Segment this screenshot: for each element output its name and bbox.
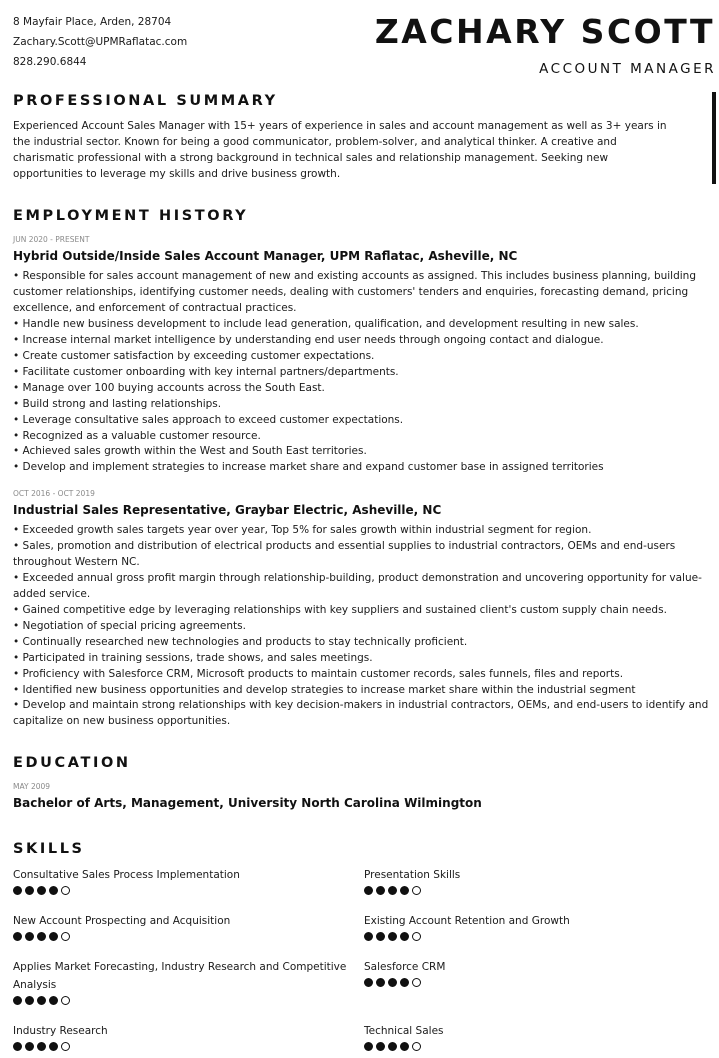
rating-dot-filled	[49, 1042, 58, 1051]
skill-name: Industry Research	[13, 1025, 108, 1037]
employment-heading: EMPLOYMENT HISTORY	[13, 208, 249, 224]
job-bullet: • Sales, promotion and distribution of electrical products and essential supplies to industrial contractors, OEMs and end-users throughout Western NC.	[13, 539, 676, 568]
skill-name: Presentation Skills	[364, 869, 461, 881]
rating-dot-empty	[61, 886, 70, 895]
job-entry-2	[13, 488, 713, 730]
job-bullet: • Develop and maintain strong relationships with key decision-makers in industrial contractors, OEMs, and end-users to identify and capitalize on new business opportunities.	[13, 699, 709, 728]
rating-dot-filled	[388, 978, 397, 987]
job-bullet: • Negotiation of special pricing agreements.	[13, 619, 246, 632]
skills-heading: SKILLS	[13, 841, 85, 857]
job-title: Hybrid Outside/Inside Sales Account Manager, UPM Raflatac, Asheville, NC	[13, 249, 518, 263]
skill-rating	[13, 932, 363, 941]
skill-name: New Account Prospecting and Acquisition	[13, 915, 231, 927]
rating-dot-filled	[400, 978, 409, 987]
job-bullet: • Identified new business opportunities and develop strategies to increase market share within the industrial segment	[13, 683, 636, 696]
rating-dot-filled	[49, 932, 58, 941]
rating-dot-empty	[412, 886, 421, 895]
job-bullets	[13, 523, 713, 730]
rating-dot-filled	[400, 886, 409, 895]
rating-dot-empty	[61, 1042, 70, 1051]
summary-heading: PROFESSIONAL SUMMARY	[13, 93, 278, 109]
rating-dot-filled	[364, 886, 373, 895]
skill-name: Technical Sales	[364, 1025, 444, 1037]
skill-name: Salesforce CRM	[364, 961, 446, 973]
email[interactable]: Zachary.Scott@UPMRaflatac.com	[13, 36, 188, 48]
applicant-name: ZACHARY SCOTT	[374, 12, 715, 51]
rating-dot-filled	[376, 1042, 385, 1051]
rating-dot-filled	[25, 1042, 34, 1051]
skill-name: Applies Market Forecasting, Industry Research and Competitive Analysis	[13, 961, 347, 991]
rating-dot-filled	[400, 1042, 409, 1051]
phone[interactable]: 828.290.6844	[13, 56, 87, 68]
skill-rating	[364, 932, 714, 941]
accent-bar	[712, 92, 716, 184]
job-bullet: • Handle new business development to include lead generation, qualification, and development resulting in new sales.	[13, 317, 639, 330]
job-bullet: • Achieved sales growth within the West and South East territories.	[13, 445, 367, 458]
rating-dot-empty	[412, 1042, 421, 1051]
skill-rating	[13, 886, 363, 895]
job-bullet: • Participated in training sessions, trade shows, and sales meetings.	[13, 651, 373, 664]
contact-block	[13, 12, 187, 72]
job-bullet: • Facilitate customer onboarding with key internal partners/departments.	[13, 365, 399, 378]
job-bullet: • Create customer satisfaction by exceeding customer expectations.	[13, 349, 375, 362]
skill-rating	[364, 978, 714, 987]
rating-dot-filled	[364, 932, 373, 941]
job-bullet: • Exceeded growth sales targets year over year, Top 5% for sales growth within industrial segment for region.	[13, 524, 592, 536]
rating-dot-filled	[376, 886, 385, 895]
job-bullet: • Build strong and lasting relationships.	[13, 397, 222, 410]
job-role: ACCOUNT MANAGER	[539, 61, 716, 77]
job-dates: JUN 2020 - PRESENT	[13, 235, 90, 244]
rating-dot-empty	[412, 932, 421, 941]
education-dates: MAY 2009	[13, 782, 51, 791]
job-bullet: • Continually researched new technologies and products to stay technically proficient.	[13, 635, 468, 648]
job-bullet: • Gained competitive edge by leveraging relationships with key suppliers and sustained client's custom supply chain needs.	[13, 603, 667, 616]
rating-dot-filled	[364, 1042, 373, 1051]
skill-item	[364, 1022, 714, 1051]
job-bullet: • Responsible for sales account management of new and existing accounts as assigned. This includes business planning, building customer relationships, identifying customer needs, dealing with customers' tenders and enquiries, forecasting demand, pricing excellence, and enforcement of contractual practices.	[13, 270, 696, 314]
rating-dot-filled	[388, 1042, 397, 1051]
rating-dot-filled	[25, 996, 34, 1005]
skill-item	[13, 912, 363, 941]
skill-name: Consultative Sales Process Implementation	[13, 869, 240, 881]
address: 8 Mayfair Place, Arden, 28704	[13, 16, 172, 28]
rating-dot-filled	[400, 932, 409, 941]
rating-dot-filled	[376, 978, 385, 987]
rating-dot-filled	[364, 978, 373, 987]
skill-rating	[13, 996, 363, 1005]
job-dates: OCT 2016 - OCT 2019	[13, 489, 95, 498]
rating-dot-filled	[25, 886, 34, 895]
rating-dot-filled	[49, 886, 58, 895]
summary-text: Experienced Account Sales Manager with 15+ years of experience in sales and account management as well as 3+ years in the industrial sector. Known for being a good communicator, problem-solver, and analytical thinker. A creative and charismatic professional with a strong background in technical sales and relationship management. Seeking new opportunities to leverage my skills and drive business growth.	[13, 120, 667, 180]
job-entry-1	[13, 234, 713, 476]
rating-dot-filled	[49, 996, 58, 1005]
rating-dot-filled	[37, 886, 46, 895]
rating-dot-filled	[376, 932, 385, 941]
skill-rating	[13, 1042, 363, 1051]
skill-item	[13, 1022, 363, 1051]
rating-dot-filled	[37, 932, 46, 941]
degree-title: Bachelor of Arts, Management, University North Carolina Wilmington	[13, 796, 482, 810]
skill-item	[364, 958, 714, 987]
job-bullet: • Develop and implement strategies to increase market share and expand customer base in assigned territories	[13, 461, 604, 474]
job-bullet: • Manage over 100 buying accounts across the South East.	[13, 381, 325, 394]
education-entry	[13, 781, 713, 816]
skill-rating	[364, 1042, 714, 1051]
rating-dot-filled	[37, 1042, 46, 1051]
job-bullets	[13, 269, 713, 476]
education-heading: EDUCATION	[13, 755, 131, 771]
rating-dot-empty	[412, 978, 421, 987]
rating-dot-filled	[388, 886, 397, 895]
rating-dot-filled	[13, 886, 22, 895]
rating-dot-filled	[25, 932, 34, 941]
rating-dot-empty	[61, 996, 70, 1005]
rating-dot-filled	[388, 932, 397, 941]
job-title: Industrial Sales Representative, Graybar Electric, Asheville, NC	[13, 503, 442, 517]
skill-name: Existing Account Retention and Growth	[364, 915, 570, 927]
skill-item	[364, 866, 714, 895]
rating-dot-filled	[13, 1042, 22, 1051]
job-bullet: • Proficiency with Salesforce CRM, Microsoft products to maintain customer records, sales funnels, files and reports.	[13, 667, 624, 680]
skill-item	[364, 912, 714, 941]
job-bullet: • Recognized as a valuable customer resource.	[13, 429, 261, 442]
rating-dot-filled	[13, 932, 22, 941]
rating-dot-empty	[61, 932, 70, 941]
skill-item	[13, 958, 363, 1005]
job-bullet: • Leverage consultative sales approach to exceed customer expectations.	[13, 413, 404, 426]
skill-rating	[364, 886, 714, 895]
job-bullet: • Exceeded annual gross profit margin through relationship-building, product demonstration and uncovering opportunity for value-added service.	[13, 571, 702, 600]
job-bullet: • Increase internal market intelligence by understanding end user needs through ongoing contact and dialogue.	[13, 333, 604, 346]
rating-dot-filled	[13, 996, 22, 1005]
rating-dot-filled	[37, 996, 46, 1005]
skill-item	[13, 866, 363, 895]
